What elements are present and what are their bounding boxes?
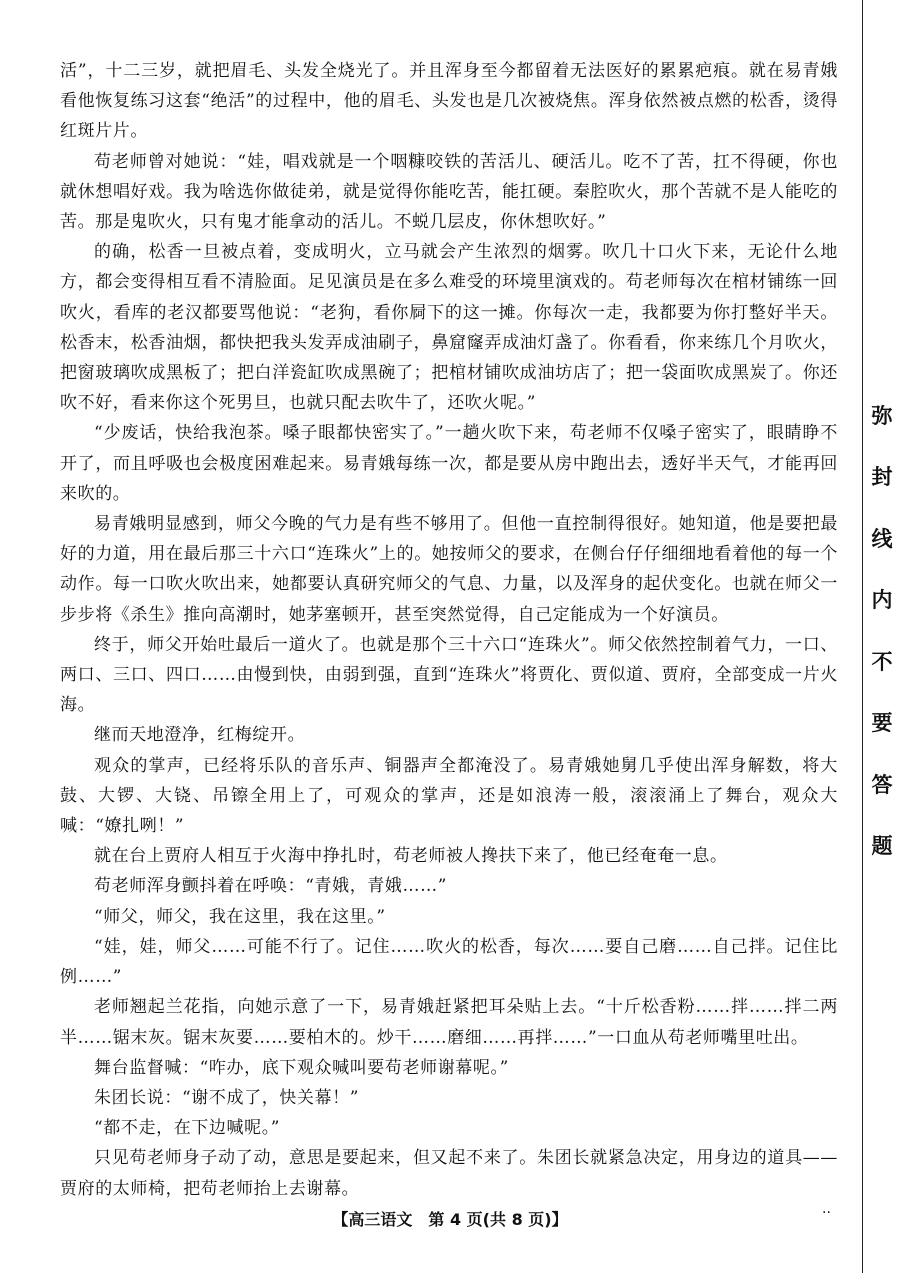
passage-text xyxy=(60,56,838,1204)
seal-line-char: 不 xyxy=(871,648,893,674)
seal-line-char: 弥 xyxy=(871,403,893,428)
paragraph: “娃，娃，师父……可能不行了。记住……吹火的松香，每次……要自己磨……自己拌。记住比例……” xyxy=(60,936,838,988)
paragraph: 只见苟老师身子动了动，意思是要起来，但又起不来了。朱团长就紧急决定，用身边的道具——贾府的太师椅，把苟老师抬上去谢幕。 xyxy=(60,1148,838,1199)
seal-line-char: 答 xyxy=(871,771,893,797)
seal-line-char: 线 xyxy=(871,525,893,551)
paragraph: 就在台上贾府人相互于火海中挣扎时，苟老师被人搀扶下来了，他已经奄奄一息。 xyxy=(94,846,728,867)
paragraph: 舞台监督喊：“咋办，底下观众喊叫要苟老师谢幕呢。” xyxy=(94,1057,509,1078)
paragraph: 苟老师曾对她说：“娃，唱戏就是一个咽糠咬铁的苦活儿、硬活儿。吃不了苦，扛不得硬，你也就休想唱好戏。我为啥选你做徒弟，就是觉得你能吃苦，能扛硬。秦腔吹火，那个苦就不是人能吃的苦。那是鬼吹火，只有鬼才能拿动的活儿。不蜕几层皮，你休想吹好。” xyxy=(60,151,838,233)
footer-mark: ·· xyxy=(822,1205,831,1221)
seal-line-notice xyxy=(863,400,900,860)
paragraph: “少废话，快给我泡茶。嗓子眼都快密实了。”一趟火吹下来，苟老师不仅嗓子密实了，眼睛睁不开了，而且呼吸也会极度困难起来。易青娥每练一次，都是要从房中跑出去，透好半天气，才能再回来吹的。 xyxy=(60,423,838,504)
paragraph: 活”，十二三岁，就把眉毛、头发全烧光了。并且浑身至今都留着无法医好的累累疤痕。就在易青娥看他恢复练习这套“绝活”的过程中，他的眉毛、头发也是几次被烧焦。浑身依然被点燃的松香，烫得红斑片片。 xyxy=(60,61,838,142)
paragraph: “师父，师父，我在这里，我在这里。” xyxy=(94,906,386,927)
paragraph: 易青娥明显感到，师父今晚的气力是有些不够用了。但他一直控制得很好。她知道，他是要把最好的力道，用在最后那三十六口“连珠火”上的。她按师父的要求，在侧台仔仔细细地看着他的每一个动作。每一口吹火吹出来，她都要认真研究师父的气息、力量，以及浑身的起伏变化。也就在师父一步步将《杀生》推向高潮时，她茅塞顿开，甚至突然觉得，自己定能成为一个好演员。 xyxy=(60,514,838,625)
page-footer: 【高三语文 第 4 页(共 8 页)】 xyxy=(332,1210,568,1229)
paragraph: 终于，师父开始吐最后一道火了。也就是那个三十六口“连珠火”。师父依然控制着气力，一口、两口、三口、四口……由慢到快，由弱到强，直到“连珠火”将贾化、贾似道、贾府，全部变成一片火海。 xyxy=(60,634,838,716)
seal-line-char: 要 xyxy=(871,710,893,736)
seal-line-char: 题 xyxy=(871,832,893,858)
seal-line-strip xyxy=(862,0,900,1273)
paragraph: 朱团长说：“谢不成了，快关幕！” xyxy=(94,1087,359,1108)
paragraph: 继而天地澄净，红梅绽开。 xyxy=(94,725,306,746)
paragraph: 的确，松香一旦被点着，变成明火，立马就会产生浓烈的烟雾。吹几十口火下来，无论什么地方，都会变得相互看不清脸面。足见演员是在多么难受的环境里演戏的。苟老师每次在棺材铺练一回吹火，看库的老汉都要骂他说：“老狗，看你屙下的这一摊。你每次一走，我都要为你打整好半天。松香末，松香油烟，都快把我头发弄成油刷子，鼻窟窿弄成油灯盏了。你看看，你来练几个月吹火，把窗玻璃吹成黑板了；把白洋瓷缸吹成黑碗了；把棺材铺吹成油坊店了；把一袋面吹成黑炭了。你还吹不好，看来你这个死男旦，也就只配去吹牛了，还吹火呢。” xyxy=(60,242,838,414)
paragraph: “都不走，在下边喊呢。” xyxy=(94,1118,281,1139)
seal-line-char: 封 xyxy=(871,464,893,490)
paragraph: 苟老师浑身颤抖着在呼唤：“青娥，青娥……” xyxy=(94,876,447,897)
seal-line-char: 内 xyxy=(871,587,893,613)
paragraph: 老师翘起兰花指，向她示意了一下，易青娥赶紧把耳朵贴上去。“十斤松香粉……拌……拌二两半……锯末灰。锯末灰要……要柏木的。炒干……磨细……再拌……”一口血从苟老师嘴里吐出。 xyxy=(60,997,838,1048)
paragraph: 观众的掌声，已经将乐队的音乐声、铜器声全都淹没了。易青娥她舅几乎使出浑身解数，将大鼓、大锣、大铙、吊镲全用上了，可观众的掌声，还是如浪涛一般，滚滚涌上了舞台，观众大喊：“嫽扎咧！” xyxy=(60,755,838,837)
